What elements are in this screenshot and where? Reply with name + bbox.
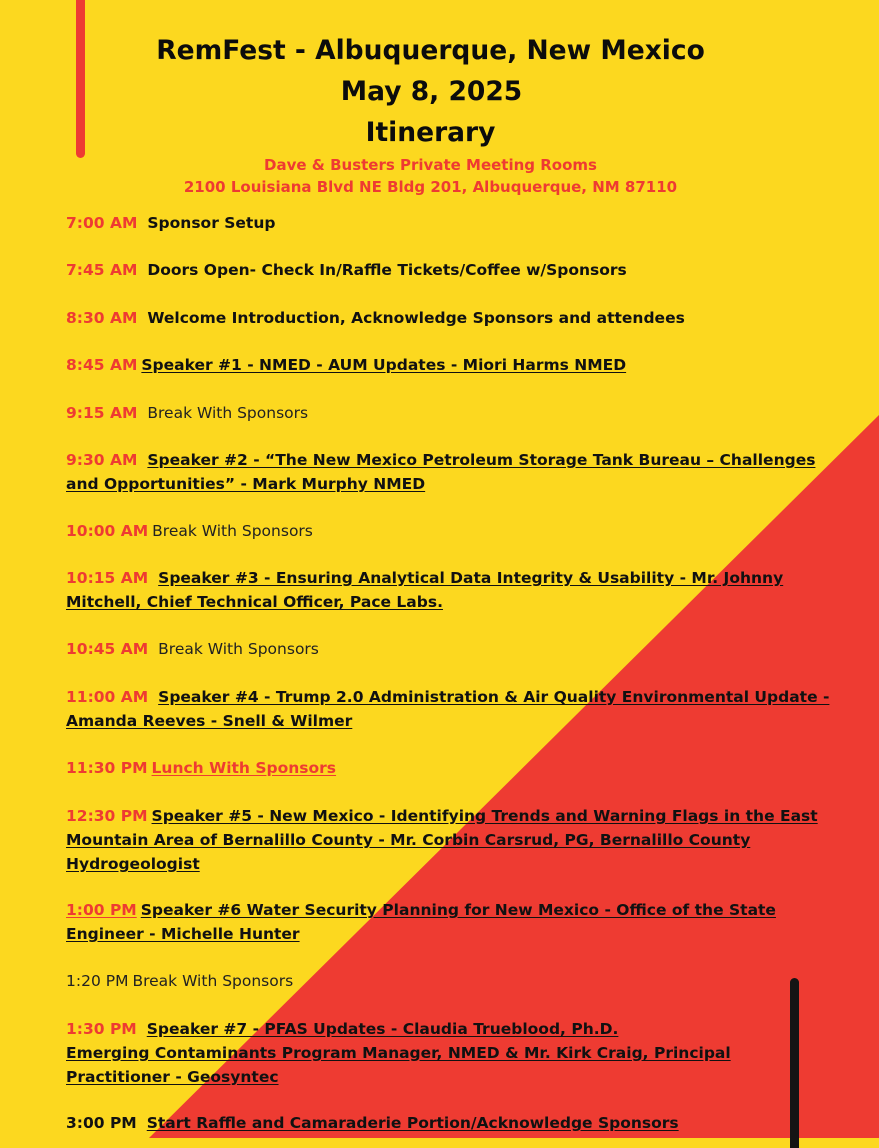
event-title: RemFest - Albuquerque, New Mexico [156, 35, 705, 66]
item-time: 1:00 PM [66, 901, 137, 919]
speaker-3-link-cont[interactable]: Mitchell, Chief Technical Officer, Pace Labs. [66, 593, 443, 611]
item-time: 9:30 AM [66, 451, 138, 469]
item-time: 12:30 PM [66, 807, 148, 825]
lunch-link[interactable]: Lunch With Sponsors [151, 759, 337, 777]
speaker-6-link[interactable]: Speaker #6 Water Security Planning for New Mexico - Office of the State [140, 901, 776, 919]
itinerary-item-speaker-2 [66, 448, 826, 496]
item-time: 1:20 PM [66, 972, 129, 990]
item-time: 8:45 AM [66, 356, 138, 374]
speaker-6-link-cont[interactable]: Engineer - Michelle Hunter [66, 925, 300, 943]
speaker-4-link[interactable]: Speaker #4 - Trump 2.0 Administration & Air Quality Environmental Update - [158, 688, 830, 706]
item-time: 10:00 AM [66, 522, 149, 540]
item-description: Sponsor Setup [147, 214, 276, 232]
item-time: 9:15 AM [66, 404, 138, 422]
speaker-4-link-cont[interactable]: Amanda Reeves - Snell & Wilmer [66, 712, 353, 730]
event-date: May 8, 2025 [340, 76, 523, 107]
venue-name: Dave & Busters Private Meeting Rooms [264, 156, 597, 174]
item-description: Doors Open- Check In/Raffle Tickets/Coffee w/Sponsors [147, 261, 627, 279]
itinerary-item-sponsor-setup [66, 211, 826, 235]
speaker-7-link[interactable]: Speaker #7 - PFAS Updates - Claudia Trueblood, Ph.D. [146, 1020, 619, 1038]
item-time: 7:00 AM [66, 214, 138, 232]
item-time: 3:00 PM [66, 1114, 137, 1132]
speaker-1-link[interactable]: Speaker #1 - NMED - AUM Updates - Miori Harms NMED [141, 356, 627, 374]
speaker-2-link-cont[interactable]: and Opportunities” - Mark Murphy NMED [66, 475, 426, 493]
itinerary-item-lunch [66, 756, 826, 780]
itinerary-item-welcome [66, 306, 826, 330]
speaker-2-link[interactable]: Speaker #2 - “The New Mexico Petroleum Storage Tank Bureau – Challenges [147, 451, 816, 469]
raffle-link[interactable]: Start Raffle and Camaraderie Portion/Acknowledge Sponsors [146, 1114, 679, 1132]
itinerary-item-break-1 [66, 401, 826, 425]
itinerary-item-speaker-3 [66, 566, 826, 614]
venue-address: 2100 Louisiana Blvd NE Bldg 201, Albuquerque, NM 87110 [183, 178, 678, 196]
flyer-header [0, 30, 879, 198]
itinerary-item-speaker-1 [66, 353, 826, 377]
item-time: 10:15 AM [66, 569, 149, 587]
itinerary-item-doors-open [66, 258, 826, 282]
item-time: 11:30 PM [66, 759, 148, 777]
itinerary-item-raffle [66, 1111, 826, 1135]
itinerary-item-speaker-5 [66, 804, 826, 876]
speaker-5-link-cont[interactable]: Mountain Area of Bernalillo County - Mr. Corbin Carsrud, PG, Bernalillo County [66, 831, 751, 849]
itinerary-item-break-2 [66, 519, 826, 543]
item-description: Break With Sponsors [147, 404, 309, 422]
item-time: 8:30 AM [66, 309, 138, 327]
itinerary-item-break-4 [66, 969, 826, 993]
item-description: Welcome Introduction, Acknowledge Sponsors and attendees [147, 309, 685, 327]
itinerary-item-speaker-4 [66, 685, 830, 733]
speaker-3-link[interactable]: Speaker #3 - Ensuring Analytical Data Integrity & Usability - Mr. Johnny [158, 569, 784, 587]
speaker-5-link[interactable]: Speaker #5 - New Mexico - Identifying Trends and Warning Flags in the East [151, 807, 818, 825]
speaker-7-link-cont2[interactable]: Practitioner - Geosyntec [66, 1068, 279, 1086]
speaker-5-link-cont2[interactable]: Hydrogeologist [66, 855, 200, 873]
item-time: 11:00 AM [66, 688, 149, 706]
item-description: Break With Sponsors [132, 972, 294, 990]
itinerary-item-speaker-7 [66, 1017, 826, 1089]
itinerary-item-break-3 [66, 637, 826, 661]
speaker-7-link-cont[interactable]: Emerging Contaminants Program Manager, NMED & Mr. Kirk Craig, Principal [66, 1044, 731, 1062]
itinerary-item-speaker-6 [66, 898, 826, 946]
item-time: 10:45 AM [66, 640, 149, 658]
item-description: Break With Sponsors [152, 522, 313, 540]
item-time: 7:45 AM [66, 261, 138, 279]
itinerary-heading: Itinerary [365, 117, 496, 148]
item-time: 1:30 PM [66, 1020, 137, 1038]
item-description: Break With Sponsors [158, 640, 319, 658]
